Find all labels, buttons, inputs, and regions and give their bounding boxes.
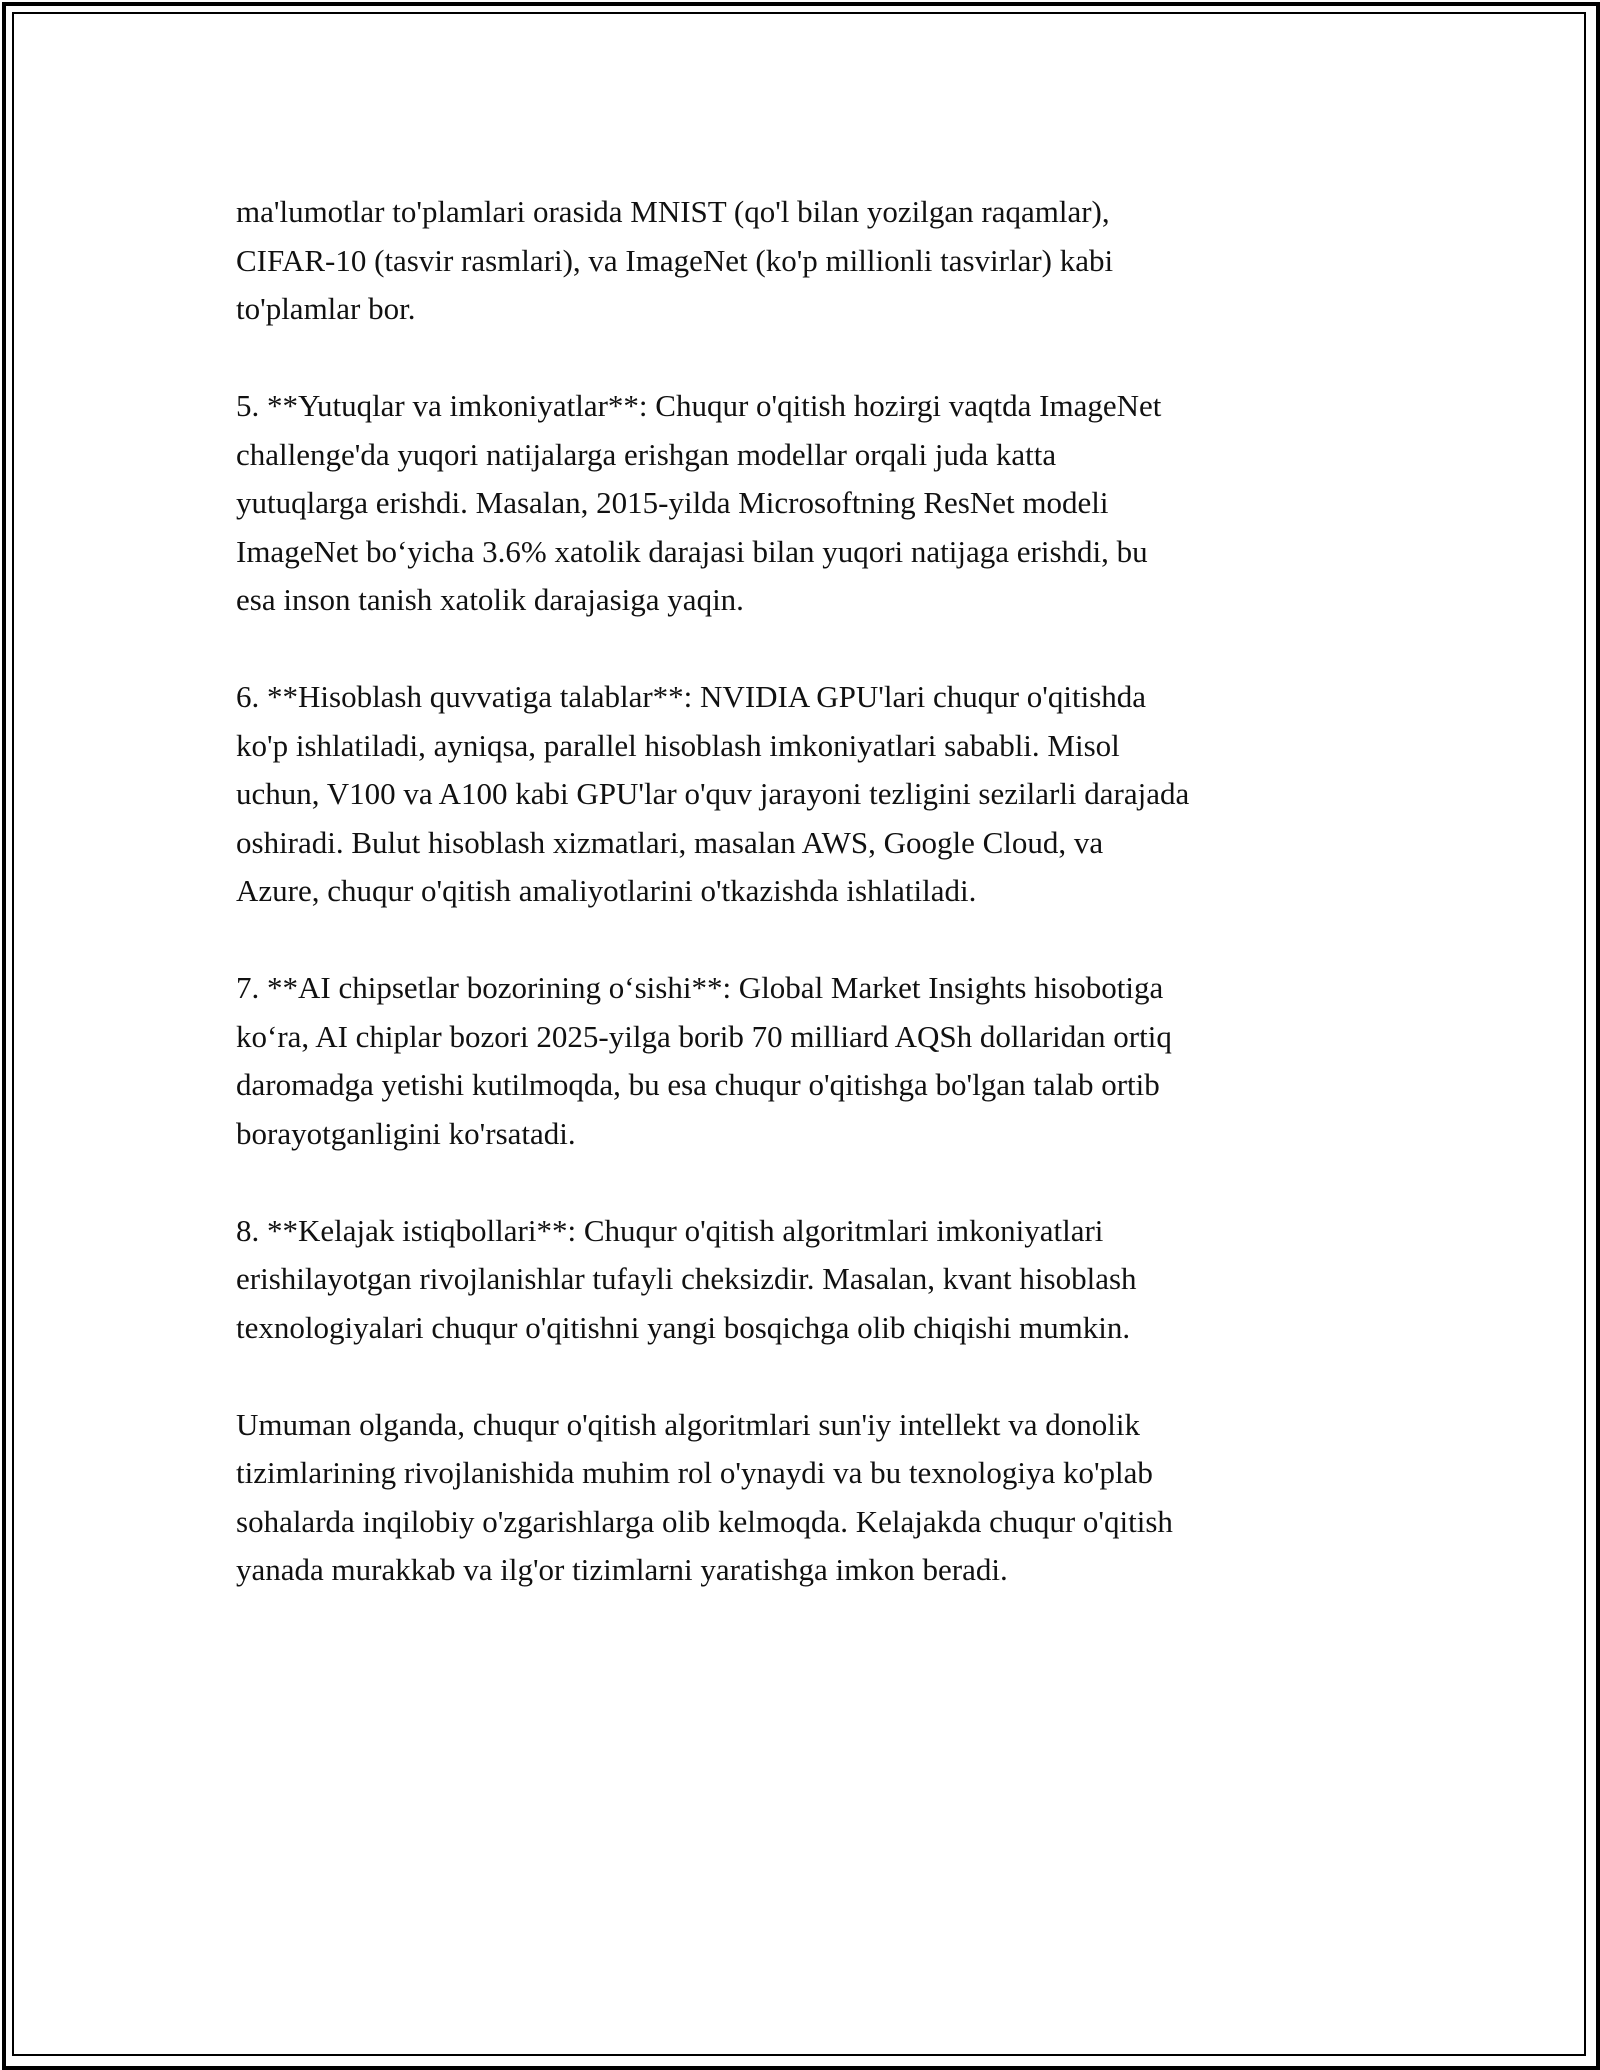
paragraph-achievements: 5. **Yutuqlar va imkoniyatlar**: Chuqur o'qitish hozirgi vaqtda ImageNet challenge'da yuqori natijalarga erishgan modellar orqali juda katta yutuqlarga erishdi. Masalan, 2015-yilda Microsoftning ResNet modeli ImageNet bo‘yicha 3.6% xatolik darajasi bilan yuqori natijaga erishdi, bu esa inson tanish xatolik darajasiga yaqin.: [236, 388, 1162, 617]
document-body: [236, 188, 1386, 1643]
paragraph-conclusion: Umuman olganda, chuqur o'qitish algoritmlari sun'iy intellekt va donolik tizimlarining rivojlanishida muhim rol o'ynaydi va bu texnologiya ko'plab sohalarda inqilobiy o'zgarishlarga olib kelmoqda. Kelajakda chuqur o'qitish yanada murakkab va ilg'or tizimlarni yaratishga imkon beradi.: [236, 1406, 1173, 1587]
paragraph-datasets: ma'lumotlar to'plamlari orasida MNIST (qo'l bilan yozilgan raqamlar), CIFAR-10 (tasvir rasmlari), va ImageNet (ko'p millionli tasvirlar) kabi to'plamlar bor.: [236, 194, 1114, 326]
paragraph-ai-chip-market: 7. **AI chipsetlar bozorining o‘sishi**: Global Market Insights hisobotiga ko‘ra, AI chiplar bozori 2025-yilga borib 70 milliard AQSh dollaridan ortiq daromadga yetishi kutilmoqda, bu esa chuqur o'qitishga bo'lgan talab ortib borayotganligini ko'rsatadi.: [236, 970, 1172, 1151]
paragraph-compute-requirements: 6. **Hisoblash quvvatiga talablar**: NVIDIA GPU'lari chuqur o'qitishda ko'p ishlatiladi, ayniqsa, parallel hisoblash imkoniyatlari sababli. Misol uchun, V100 va A100 kabi GPU'lar o'quv jarayoni tezligini sezilarli darajada oshiradi. Bulut hisoblash xizmatlari, masalan AWS, Google Cloud, va Azure, chuqur o'qitish amaliyotlarini o'tkazishda ishlatiladi.: [236, 679, 1190, 908]
paragraph-future-prospects: 8. **Kelajak istiqbollari**: Chuqur o'qitish algoritmlari imkoniyatlari erishilayotgan rivojlanishlar tufayli cheksizdir. Masalan, kvant hisoblash texnologiyalari chuqur o'qitishni yangi bosqichga olib chiqishi mumkin.: [236, 1212, 1137, 1345]
